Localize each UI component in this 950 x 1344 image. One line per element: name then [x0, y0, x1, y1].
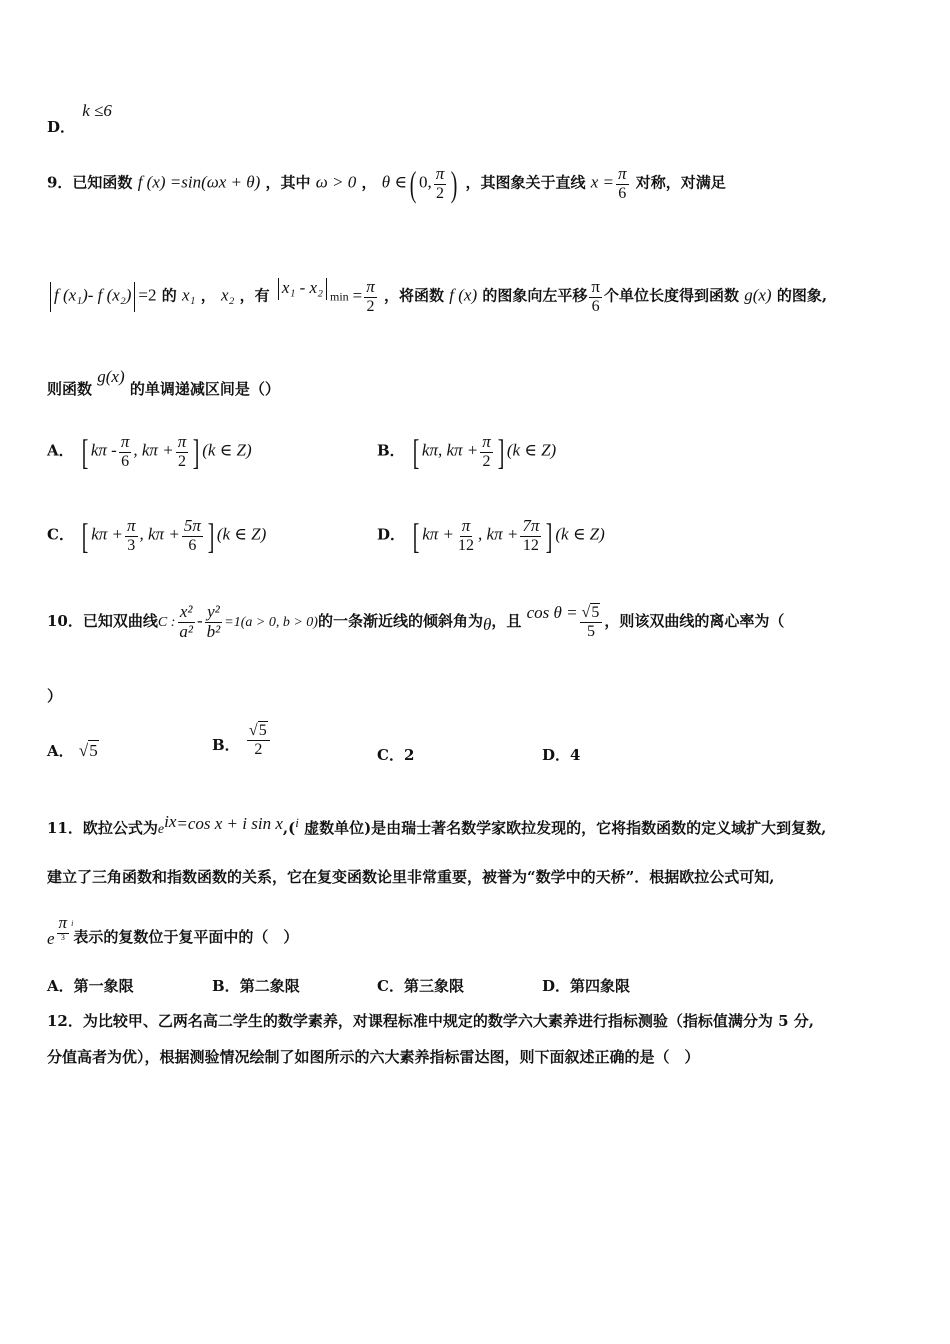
q9-symmetric-text: ，其图象关于直线	[465, 173, 586, 192]
q9-pi-over-6	[616, 165, 629, 202]
right-bracket: ]	[497, 431, 505, 472]
right-bracket: ]	[207, 515, 215, 556]
frac-den: 12	[522, 536, 539, 554]
option-b-frac	[480, 433, 493, 470]
q10-text1: 的一条渐近线的倾斜角为	[317, 612, 483, 631]
option-a-frac2	[176, 433, 189, 470]
q9-pi-over-6-b	[589, 278, 602, 315]
left-bracket: [	[81, 515, 89, 556]
option-value: 第三象限	[403, 977, 464, 995]
option-label: D．	[542, 977, 571, 995]
q9-f-of-x: f (x)	[449, 285, 478, 305]
option-label: C．	[377, 746, 404, 764]
frac-den: 2	[177, 452, 186, 470]
q9-line-1	[47, 165, 726, 202]
frac-den: 6	[591, 297, 600, 315]
left-bracket: [	[412, 515, 420, 556]
frac-num: π	[435, 164, 445, 183]
q11-option-c	[377, 975, 464, 996]
abs-bar-left	[278, 278, 279, 300]
left-bracket: [	[81, 431, 89, 472]
q10-option-b	[212, 722, 272, 758]
q9-x2: x₂	[220, 285, 235, 305]
q10-sqrt5-over-5	[580, 604, 603, 640]
option-a-frac1	[119, 433, 132, 470]
q12-line2: 分值高者为优），根据测验情况绘制了如图所示的六大素养指标雷达图，则下面叙述正确的是（ ）	[47, 1048, 700, 1066]
q9-option-b	[377, 433, 556, 470]
q8-option-d-label: D．	[47, 118, 76, 136]
q10-close: ）	[47, 687, 63, 705]
option-d-tail: (k ∈ Z)	[555, 524, 605, 544]
q10-C: C :	[157, 615, 176, 631]
q9-units-text: 个单位长度得到函数	[603, 286, 739, 305]
q11-line1-tail: 虚数单位)是由瑞士著名数学家欧拉发现的，它将指数函数的定义域扩大到复数,	[304, 819, 827, 837]
option-label: A．	[47, 977, 74, 995]
q11-line-1	[47, 812, 826, 838]
q10-number: 10．已知双曲线	[47, 612, 158, 631]
q9-have-text: ，有	[239, 286, 270, 305]
option-label: A．	[47, 441, 74, 460]
option-label: D．	[542, 746, 571, 764]
q10-option-a	[47, 740, 99, 761]
q12-line-2	[47, 1046, 700, 1067]
q10-line-1	[47, 603, 784, 641]
option-b-tail: (k ∈ Z)	[506, 440, 557, 460]
radicand: 5	[258, 722, 267, 739]
q8-option-d-expr: k ≤6	[82, 101, 112, 120]
frac-num: x²	[179, 602, 193, 621]
q9-shift-text: ，将函数	[384, 286, 445, 305]
option-label: C．	[47, 525, 74, 544]
q9-abs-expr: f (x₁)- f (x₂)	[54, 285, 132, 305]
q9-option-a	[47, 433, 252, 470]
option-d-frac2	[520, 517, 541, 554]
frac-num: π	[482, 432, 491, 451]
frac-num: √5	[580, 604, 603, 623]
q12-line-1	[47, 1010, 814, 1031]
right-bracket: ]	[192, 431, 200, 472]
q9-line-3	[47, 367, 280, 399]
option-d-left: kπ +	[422, 524, 455, 544]
frac-den: 6	[618, 184, 627, 202]
q9-pi-over-2-b	[364, 278, 377, 315]
q9-omega-cond: ω > 0	[315, 172, 357, 192]
option-label: B．	[212, 977, 240, 995]
q11-exp-i: i	[71, 919, 74, 929]
q9-option-d	[377, 517, 605, 554]
option-value: 第一象限	[73, 977, 134, 995]
frac-den: 12	[458, 536, 475, 554]
q10-theta: θ	[482, 615, 492, 635]
q9-g-of-x-b: g(x)	[97, 367, 125, 386]
q11-option-b	[212, 975, 300, 996]
frac-den: 5	[586, 622, 595, 640]
option-c-frac1	[125, 517, 138, 554]
frac-num: π	[591, 277, 600, 296]
q10-y2-over-b2	[205, 603, 223, 641]
right-bracket: ]	[546, 515, 553, 556]
abs-bar-right	[326, 278, 327, 300]
q9-cond-text: ，其中	[265, 173, 311, 192]
frac-num: π	[120, 432, 130, 451]
q9-diff-expr: x₁ - x₂	[281, 277, 323, 297]
q9-line-2	[47, 278, 827, 315]
q9-min: min	[329, 289, 349, 304]
q8-option-d	[47, 100, 112, 136]
q10-option-a-value: √5	[78, 741, 98, 760]
q11-e: e	[47, 929, 55, 949]
q11-line3-tail: 表示的复数位于复平面中的（ ）	[73, 928, 299, 947]
q9-theta-in: θ ∈	[381, 172, 407, 192]
left-paren: (	[409, 163, 417, 204]
option-label: B．	[212, 736, 240, 755]
q11-line-2	[47, 866, 774, 887]
option-a-tail: (k ∈ Z)	[202, 440, 252, 460]
option-value: 2	[403, 746, 415, 764]
option-b-left: kπ, kπ +	[421, 440, 479, 460]
q11-exponent	[57, 914, 70, 942]
q11-paren: ,(	[282, 819, 296, 837]
q11-euler-exp: ix	[164, 812, 177, 831]
option-c-frac2	[182, 517, 203, 554]
frac-den: a²	[179, 621, 193, 641]
frac-den: 6	[121, 452, 130, 470]
q10-cond: =1(a > 0, b > 0)	[224, 615, 318, 631]
left-bracket: [	[412, 431, 420, 472]
q9-pi-over-2	[434, 165, 447, 202]
q9-x1: x₁	[182, 285, 196, 305]
frac-num: π	[58, 913, 68, 932]
q9-decrease-text: 的单调递减区间是（）	[129, 380, 280, 398]
q12-line1: 12．为比较甲、乙两名高二学生的数学素养，对课程标准中规定的数学六大素养进行指标测验（指标值满分为 5 分,	[47, 1012, 814, 1030]
q10-option-b-frac	[247, 722, 270, 758]
q9-sym-tail: 对称，对满足	[635, 173, 726, 192]
q9-graph-left: 的图象向左平移	[482, 286, 588, 305]
q10-cos: cos θ =	[526, 603, 578, 623]
q9-graph-tail: 的图象,	[776, 286, 828, 305]
q11-option-d	[542, 975, 630, 996]
q10-x2-over-a2	[177, 603, 195, 641]
q11-euler-rhs: =cos x + i sin x	[176, 814, 283, 833]
option-label: D．	[377, 525, 406, 544]
q10-line-2	[47, 685, 62, 706]
q11-euler-e: e	[157, 822, 165, 837]
option-d-mid: , kπ +	[478, 524, 519, 544]
option-a-left: kπ -	[90, 440, 117, 460]
q10-text2: ，且	[491, 612, 522, 631]
frac-num: y²	[207, 602, 220, 621]
frac-den: 2	[435, 184, 444, 202]
q9-zero: 0,	[418, 172, 432, 192]
q9-comma: ，	[361, 173, 377, 192]
frac-den: 6	[188, 536, 197, 554]
radicand: 5	[89, 741, 98, 760]
abs-bar-left	[50, 282, 51, 312]
q11-line2: 建立了三角函数和指数函数的关系，它在复变函数论里非常重要，被誉为“数学中的天桥”．根据欧拉公式可知,	[47, 868, 775, 886]
right-paren: )	[450, 163, 458, 204]
radicand: 5	[591, 604, 600, 622]
frac-den: 2	[482, 452, 491, 470]
option-a-mid: , kπ +	[133, 440, 174, 460]
frac-den: 2	[366, 297, 375, 315]
option-c-left: kπ +	[91, 524, 123, 544]
q10-option-d	[542, 744, 580, 765]
q9-sep: ，	[200, 286, 216, 305]
option-value: 第四象限	[570, 977, 631, 995]
option-value: 4	[570, 746, 581, 764]
q9-number: 9．已知函数	[47, 173, 133, 192]
q9-option-c	[47, 517, 266, 554]
q11-i-letter: i	[295, 815, 299, 830]
option-label: C．	[377, 977, 404, 995]
option-d-frac1	[456, 517, 476, 554]
frac-num: π	[461, 516, 471, 535]
q11-option-a	[47, 975, 134, 996]
option-label: A．	[47, 742, 74, 760]
frac-den: 3	[60, 932, 65, 942]
q9-then-text: 则函数	[47, 380, 93, 398]
minus-sign: -	[196, 611, 203, 631]
option-c-tail: (k ∈ Z)	[216, 524, 267, 544]
q10-option-c	[377, 744, 414, 765]
q9-x-eq: x =	[590, 172, 614, 192]
frac-num: 7π	[522, 516, 540, 535]
abs-bar-right	[134, 282, 135, 312]
frac-num: π	[126, 516, 136, 535]
frac-num: π	[177, 432, 187, 451]
q9-g-of-x: g(x)	[744, 285, 772, 305]
q9-eq2: =2	[138, 285, 157, 305]
q9-function: f (x) =sin(ωx + θ)	[137, 172, 261, 192]
frac-num: π	[366, 277, 375, 296]
q11-number: 11．欧拉公式为	[47, 819, 158, 837]
frac-den: b²	[206, 621, 221, 641]
frac-den: 2	[254, 740, 263, 758]
frac-num: π	[617, 164, 627, 183]
frac-num: √5	[247, 722, 270, 741]
q11-line-3	[47, 913, 299, 949]
frac-num: 5π	[183, 516, 201, 535]
option-label: B．	[377, 441, 405, 460]
q9-of-text: 的	[161, 286, 177, 305]
option-c-mid: , kπ +	[139, 524, 180, 544]
q9-eq: =	[352, 285, 363, 305]
frac-den: 3	[127, 536, 136, 554]
q10-text3: ，则该双曲线的离心率为（	[604, 612, 785, 631]
option-value: 第二象限	[239, 977, 300, 995]
